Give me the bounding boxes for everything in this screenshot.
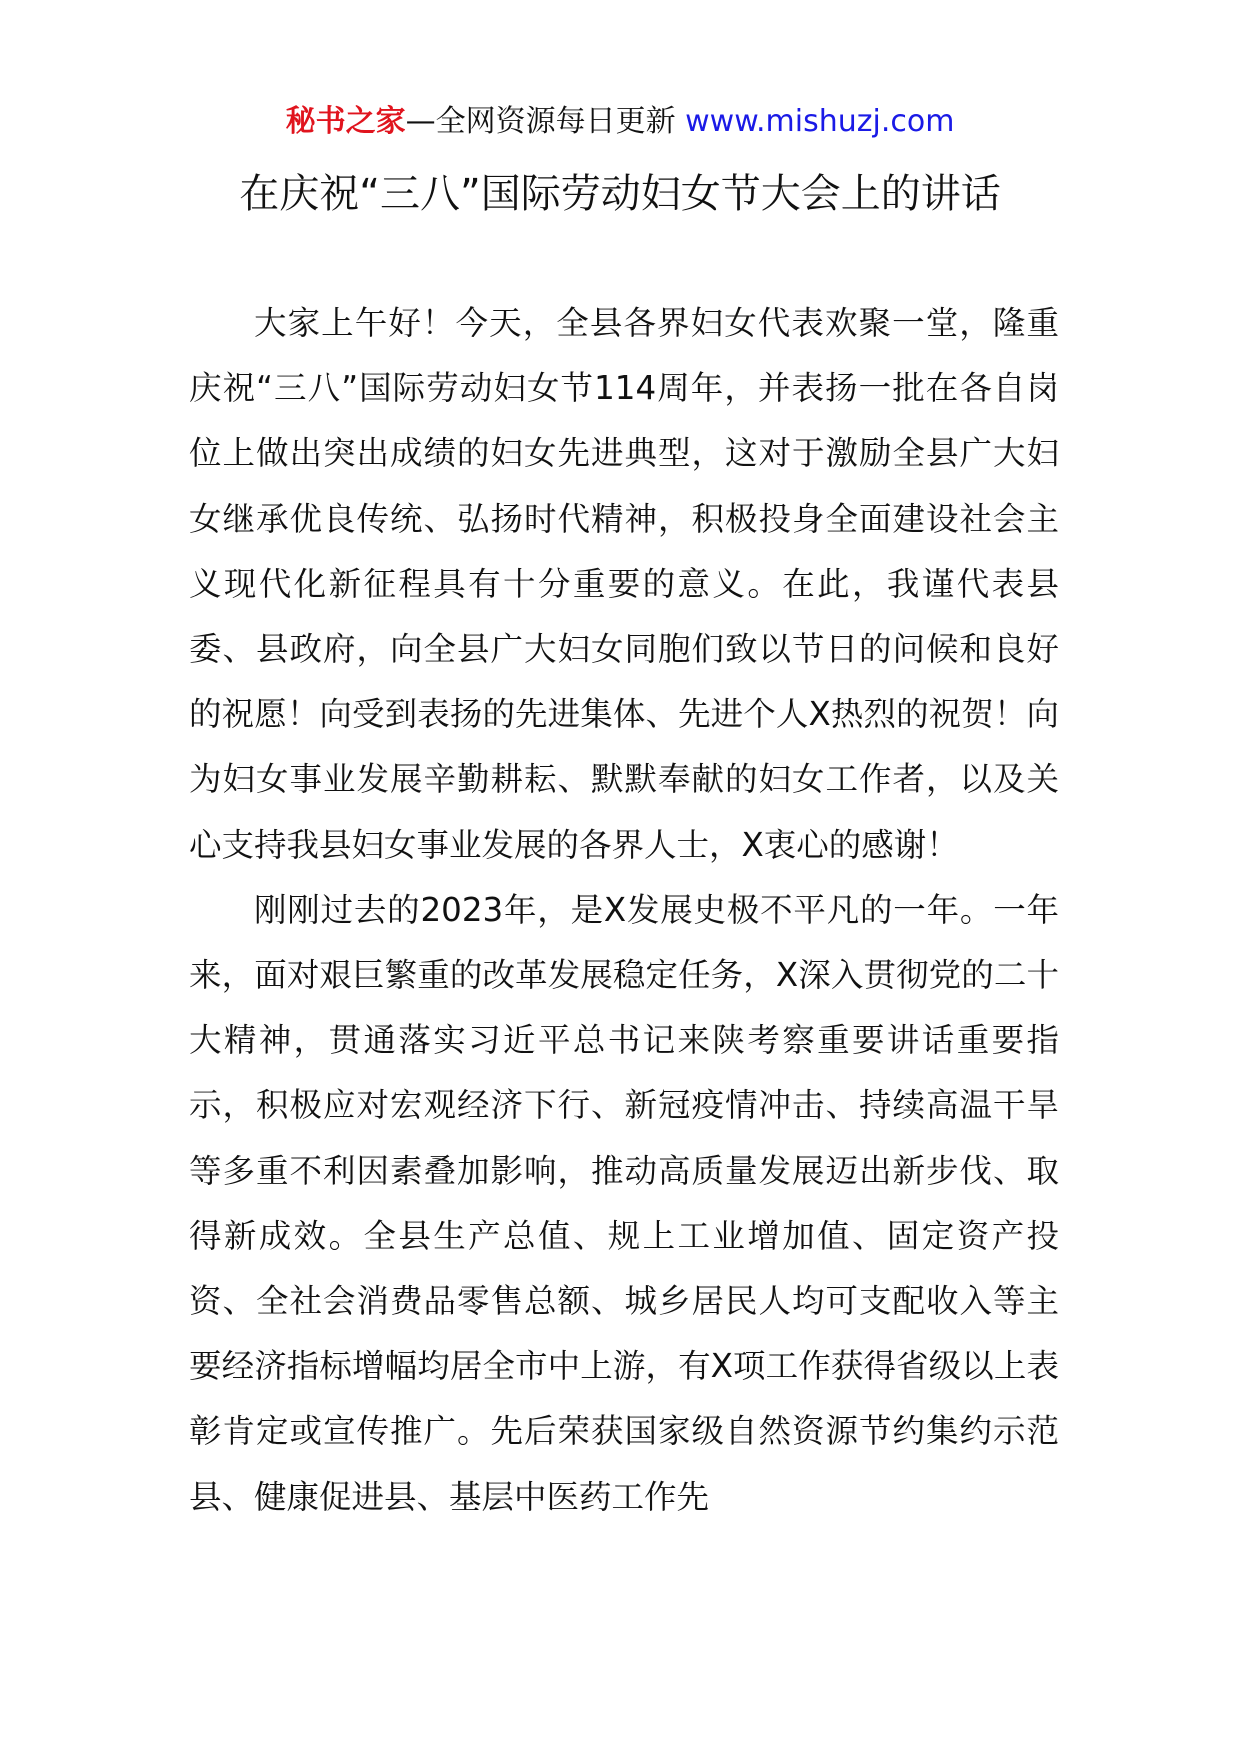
site-url-link[interactable]: www.mishuzj.com — [685, 104, 955, 139]
paragraph-2: 刚刚过去的2023年，是X发展史极不平凡的一年。一年来，面对艰巨繁重的改革发展稳定任务，X深入贯彻党的二十大精神，贯通落实习近平总书记来陕考察重要讲话重要指示，积极应对宏观经济下行、新冠疫情冲击、持续高温干旱等多重不利因素叠加影响，推动高质量发展迈出新步伐、取得新成效。全县生产总值、规上工业增加值、固定资产投资、全社会消费品零售总额、城乡居民人均可支配收入等主要经济指标增幅均居全市中上游，有X项工作获得省级以上表彰肯定或宣传推广。先后荣获国家级自然资源节约集约示范县、健康促进县、基层中医药工作先 — [189, 890, 1059, 1516]
site-tagline: —全网资源每日更新 — [405, 104, 686, 139]
document-body — [189, 291, 1059, 1530]
site-brand: 秘书之家 — [285, 104, 406, 139]
paragraph-1: 大家上午好！今天，全县各界妇女代表欢聚一堂，隆重庆祝“三八”国际劳动妇女节114周年，并表扬一批在各自岗位上做出突出成绩的妇女先进典型，这对于激励全县广大妇女继承优良传统、弘扬时代精神，积极投身全面建设社会主义现代化新征程具有十分重要的意义。在此，我谨代表县委、县政府，向全县广大妇女同胞们致以节日的问候和良好的祝愿！向受到表扬的先进集体、先进个人X热烈的祝贺！向为妇女事业发展辛勤耕耘、默默奉献的妇女工作者，以及关心支持我县妇女事业发展的各界人士，X衷心的感谢！ — [189, 304, 1059, 864]
site-header — [0, 100, 1240, 144]
document-title: 在庆祝“三八”国际劳动妇女节大会上的讲话 — [239, 171, 1001, 217]
